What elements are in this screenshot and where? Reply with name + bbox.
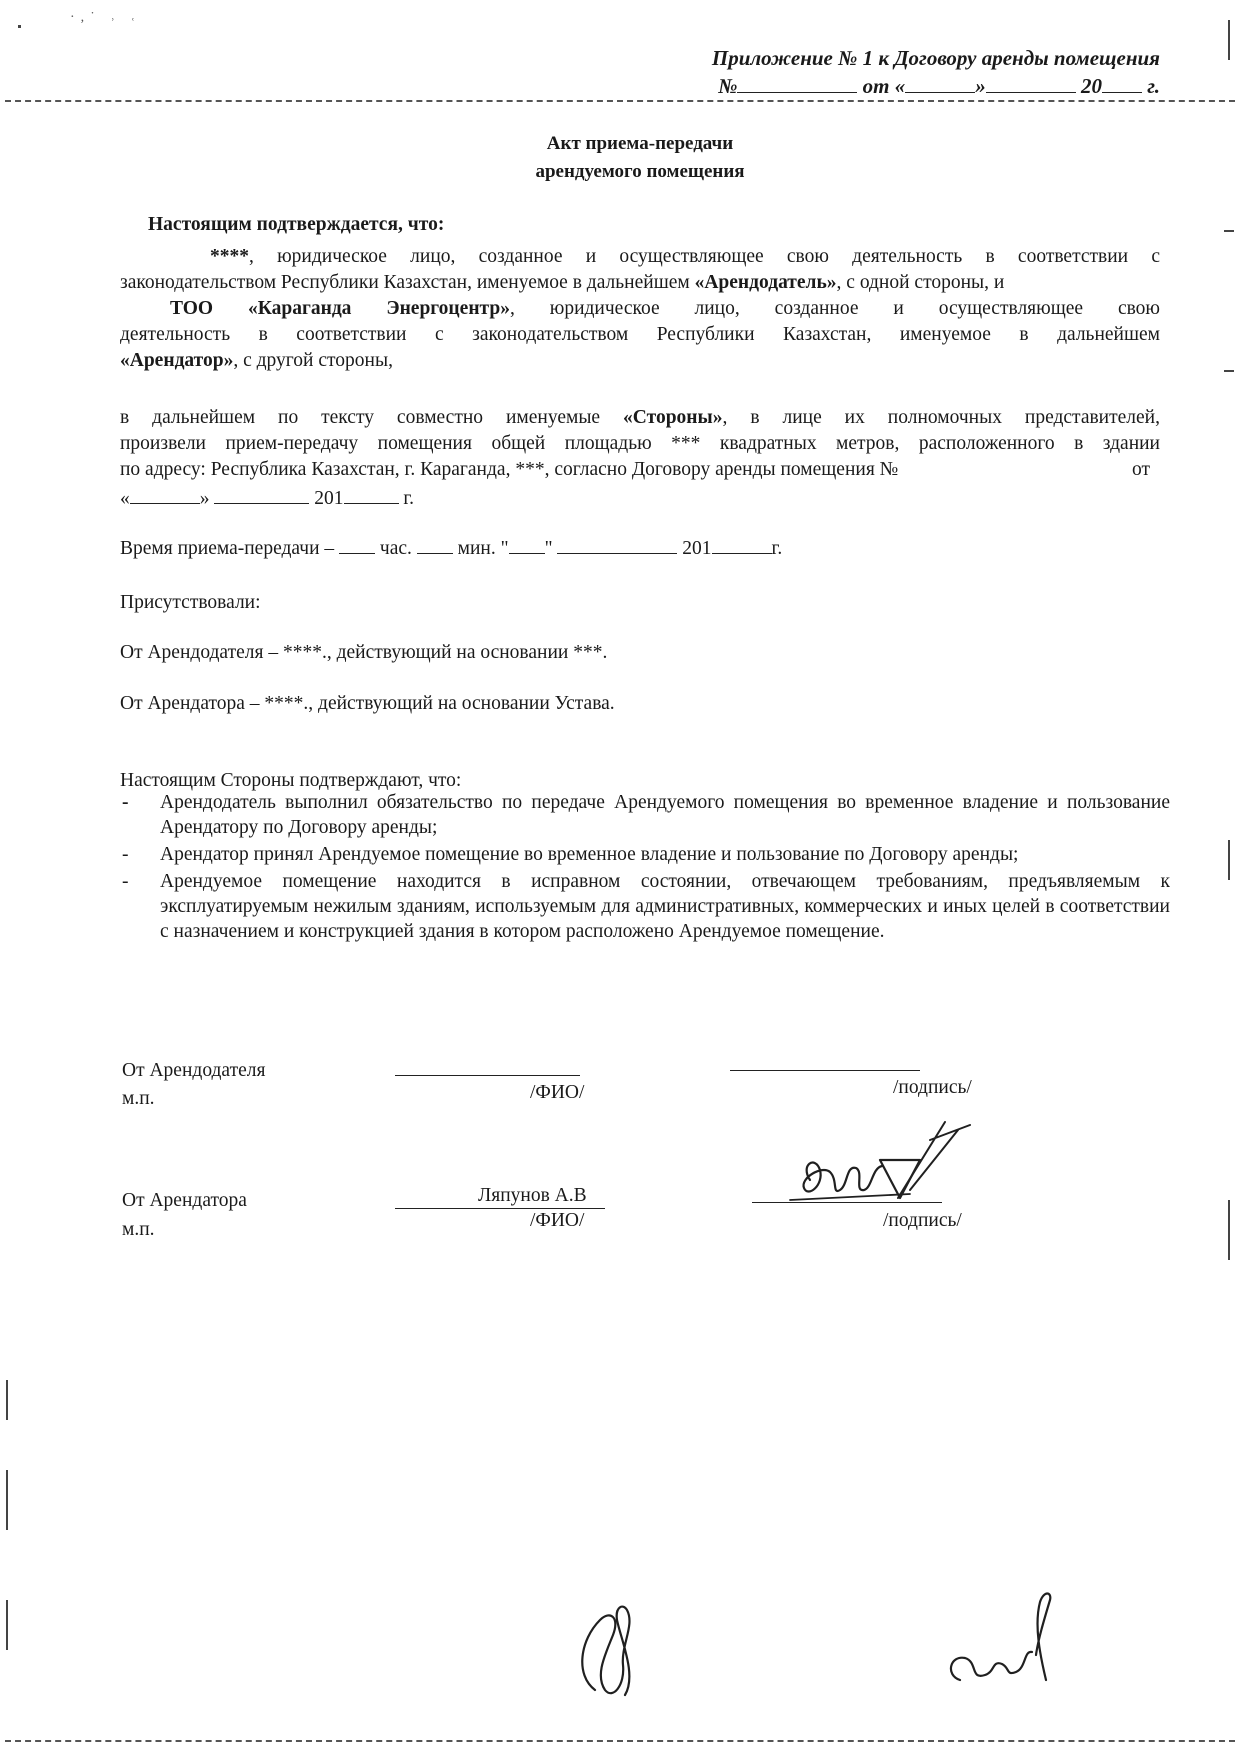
scan-edge-mark [1224,230,1234,232]
blank-year [1102,74,1142,93]
blank-day [905,74,975,93]
bottom-initials-left [565,1595,655,1705]
scan-edge-mark [1228,1200,1230,1260]
lessor-fio-line [395,1075,580,1076]
appendix-header [712,44,1160,100]
bottom-initials-right [940,1580,1080,1700]
party2-line3: «Арендатор», с другой стороны, [120,350,393,371]
scan-dots: ·,˙ ˒ ˓ [70,10,142,25]
lessee-fio-caption: /ФИО/ [530,1210,585,1231]
handover-time-line: Время приема-передачи – час. мин. " " 201 г. [120,535,782,561]
blank-month [986,74,1076,93]
scan-edge-mark [18,25,21,28]
appendix-number-date: № от « » 20 г. [718,74,1160,98]
lessee-signature-caption: /подпись/ [883,1210,962,1231]
confirm-intro: Настоящим Стороны подтверждают, что: [120,770,462,791]
list-item: - Арендуемое помещение находится в исправном состоянии, отвечающем требованиям, предъявляемым к эксплуатируемым нежилым зданиям, используемым для административных, коммерческих и иных целей в соответствии с назначением и конструкцией здания в котором расположено Арендуемое помещение. [122,871,1170,942]
parties-line1: в дальнейшем по тексту совместно именуемые «Стороны», в лице их полномочных представителей, [120,407,1160,428]
scan-dashed-line-bottom [5,1740,1235,1742]
scan-edge-mark [6,1600,8,1650]
scan-edge-mark [6,1380,8,1420]
lessor-mp: м.п. [122,1088,155,1109]
list-item: - Арендодатель выполнил обязательство по передаче Арендуемого помещения во временное владение и пользование Арендатору по Договору аренды; [122,792,1170,838]
lessor-fio-caption: /ФИО/ [530,1082,585,1103]
intro-statement: Настоящим подтверждается, что: [148,214,445,235]
party1-line1: ****, юридическое лицо, созданное и осуществляющее свою деятельность в соответствии с [210,246,1160,267]
lessee-mp: м.п. [122,1219,155,1240]
party2-line2: деятельность в соответствии с законодательством Республики Казахстан, именуемое в дальнейшем [120,324,1160,345]
party1-line2: законодательством Республики Казахстан, именуемое в дальнейшем «Арендодатель», с одной стороны, и [120,272,1005,293]
parties-line3: по адресу: Республика Казахстан, г. Караганда, ***, согласно Договору аренды помещения № [120,459,899,480]
parties-line3-ot: от [1132,459,1151,480]
lessor-sign-label: От Арендодателя [122,1060,266,1081]
appendix-title: Приложение № 1 к Договору аренды помещения [711,46,1160,70]
list-item: - Арендатор принял Арендуемое помещение во временное владение и пользование по Договору аренды; [122,844,1019,865]
present-label: Присутствовали: [120,592,261,613]
scan-dashed-line-top [5,100,1235,102]
lessor-signature-caption: /подпись/ [893,1077,972,1098]
from-lessor-line: От Арендодателя – ****., действующий на основании ***. [120,642,608,663]
scan-edge-mark [1224,370,1234,372]
scan-edge-mark [6,1470,8,1530]
document-title: Акт приема-передачи арендуемого помещения [535,133,745,182]
scan-edge-mark [1228,840,1230,880]
parties-line4-date: « » 201 г. [120,485,414,511]
lessee-name: Ляпунов А.В [478,1185,587,1206]
from-lessee-line: От Арендатора – ****., действующий на основании Устава. [120,693,615,714]
lessee-handwritten-signature [760,1110,1000,1220]
party2-line1: ТОО «Караганда Энергоцентр», юридическое лицо, созданное и осуществляющее свою [170,298,1160,319]
lessor-signature-line [730,1070,920,1071]
lessee-sign-label: От Арендатора [122,1190,247,1211]
parties-line2: произвели прием-передачу помещения общей площадью *** квадратных метров, расположенного в здании [120,433,1160,454]
blank-number [737,74,857,93]
confirm-list [120,790,1170,946]
scan-edge-mark [1228,20,1230,60]
